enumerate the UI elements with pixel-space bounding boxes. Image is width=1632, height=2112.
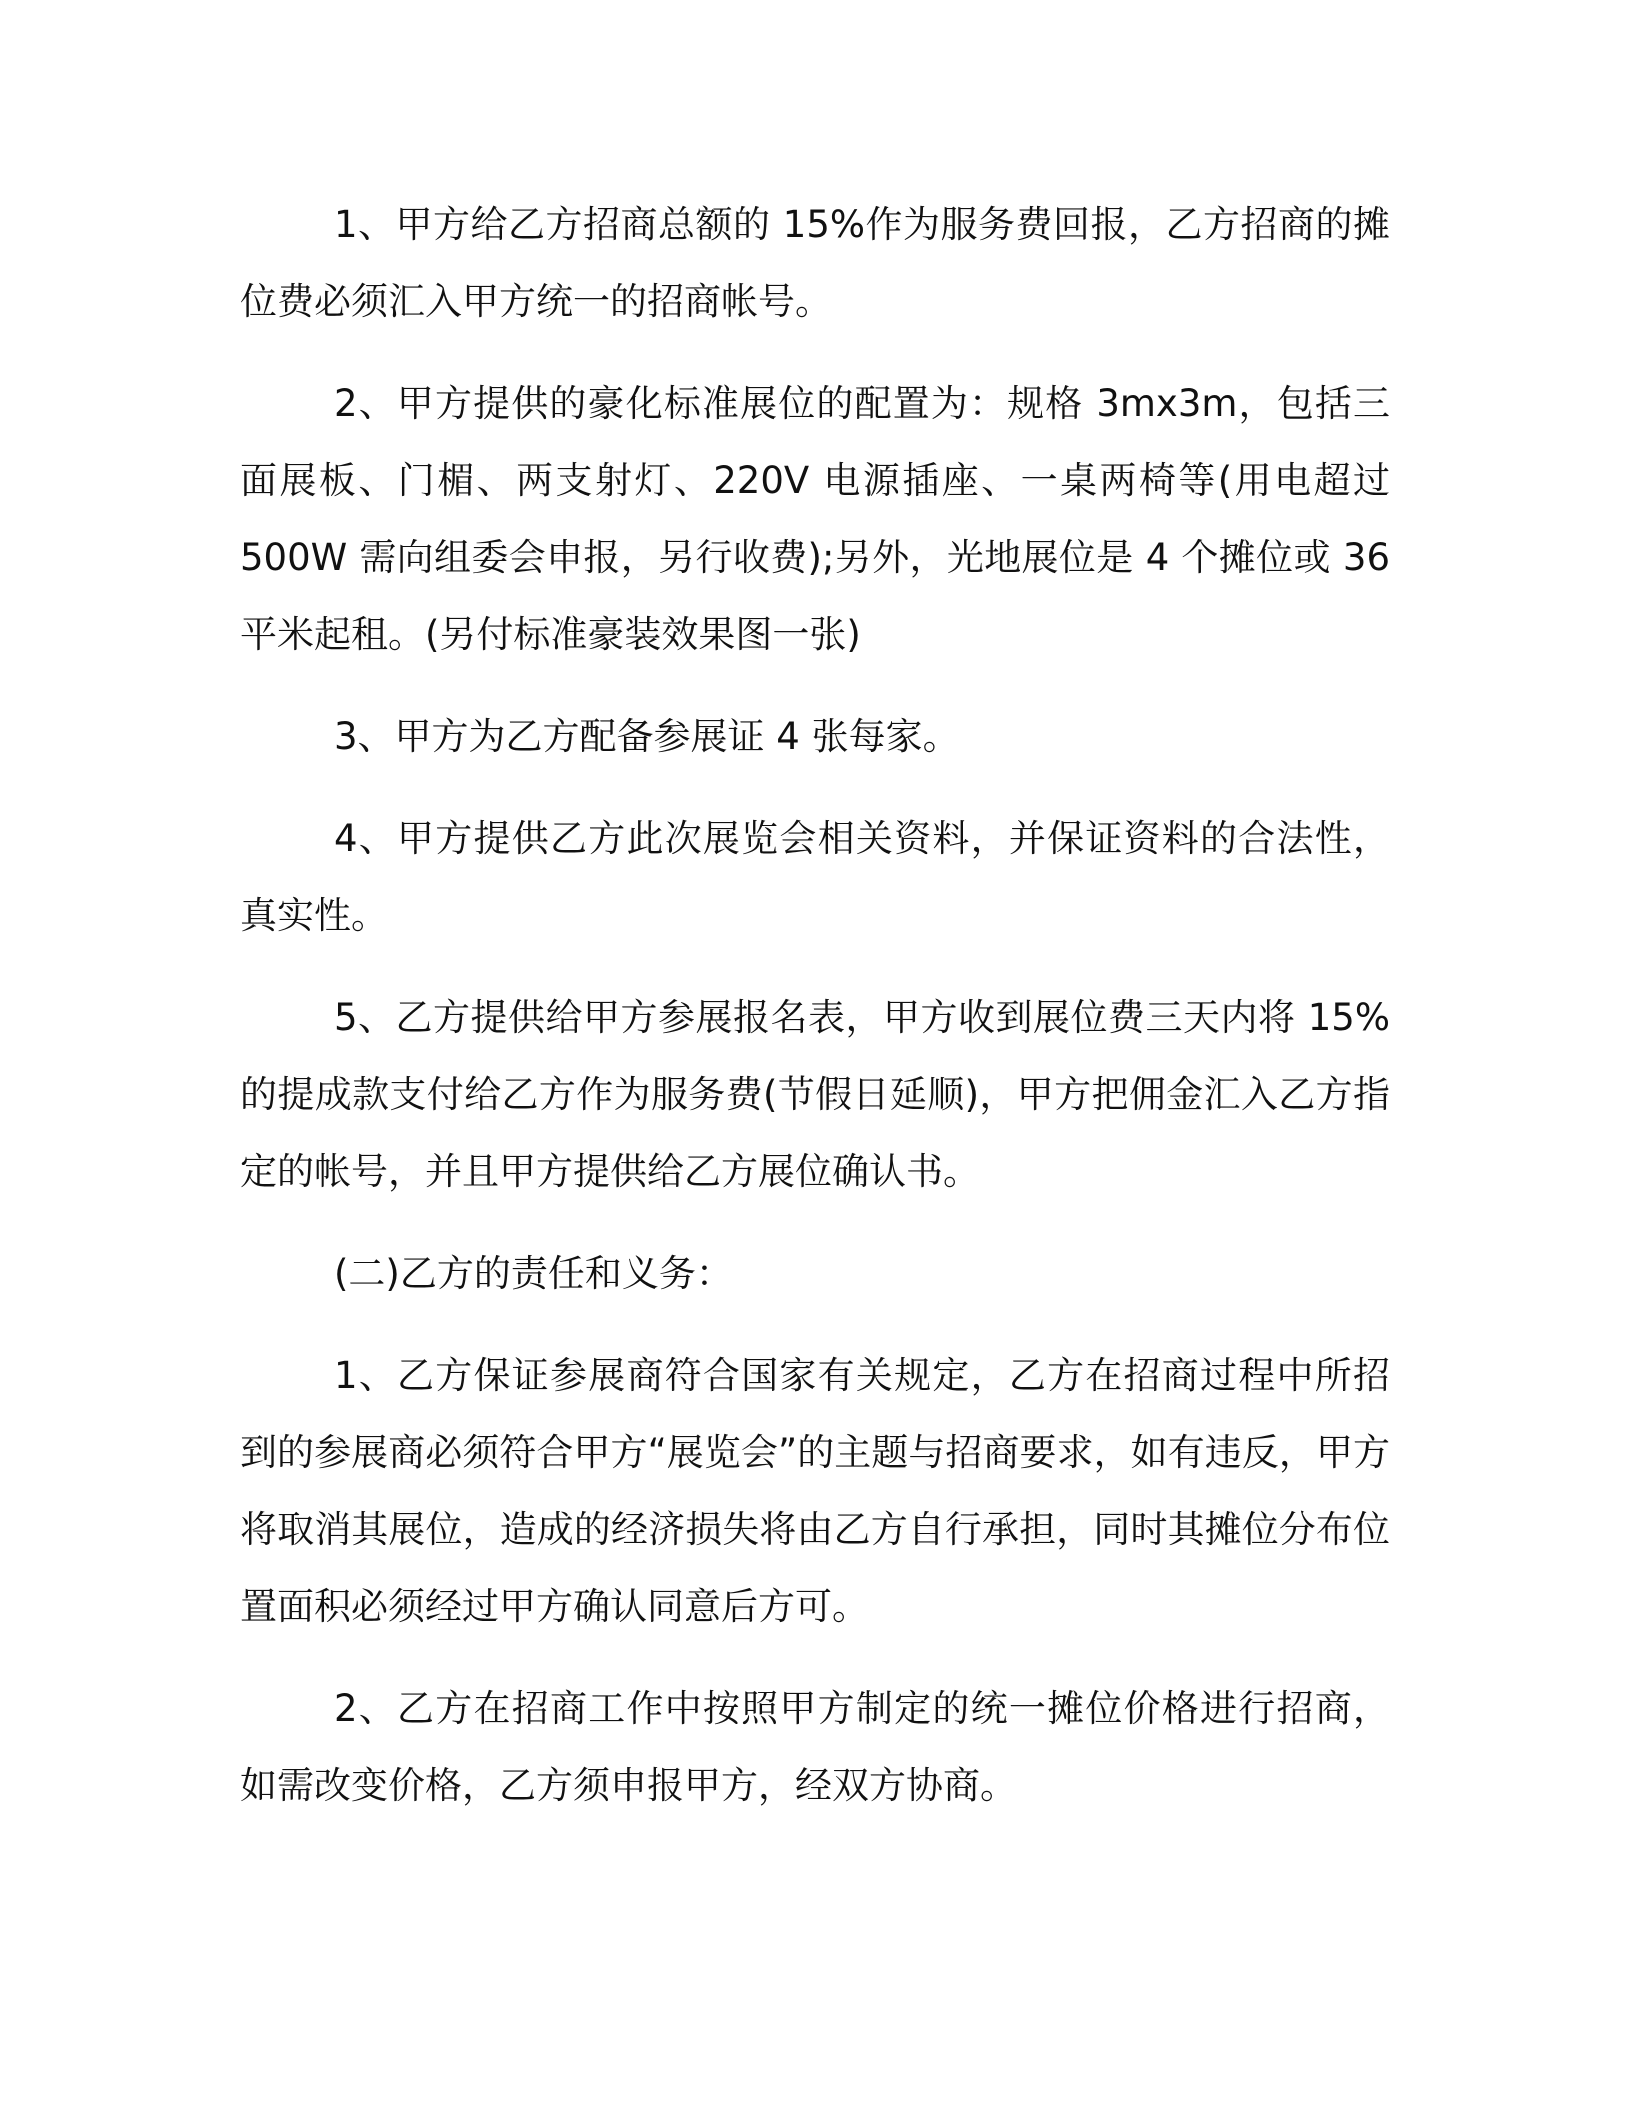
paragraph-5: 5、乙方提供给甲方参展报名表，甲方收到展位费三天内将 15%的提成款支付给乙方作为服务费(节假日延顺)，甲方把佣金汇入乙方指定的帐号，并且甲方提供给乙方展位确认书。 <box>240 996 1390 1193</box>
section-heading: (二)乙方的责任和义务： <box>334 1252 733 1295</box>
paragraph-4: 4、甲方提供乙方此次展览会相关资料，并保证资料的合法性，真实性。 <box>240 817 1390 937</box>
paragraph-3: 3、甲方为乙方配备参展证 4 张每家。 <box>334 715 960 758</box>
paragraph-6: 1、乙方保证参展商符合国家有关规定，乙方在招商过程中所招到的参展商必须符合甲方“展览会”的主题与招商要求，如有违反，甲方将取消其展位，造成的经济损失将由乙方自行承担，同时其摊位分布位置面积必须经过甲方确认同意后方可。 <box>240 1354 1390 1628</box>
paragraph-1: 1、甲方给乙方招商总额的 15%作为服务费回报，乙方招商的摊位费必须汇入甲方统一的招商帐号。 <box>240 203 1390 323</box>
paragraph-7: 2、乙方在招商工作中按照甲方制定的统一摊位价格进行招商，如需改变价格，乙方须申报甲方，经双方协商。 <box>240 1687 1390 1807</box>
document-body <box>240 186 1390 1849</box>
paragraph-2: 2、甲方提供的豪化标准展位的配置为：规格 3mx3m，包括三面展板、门楣、两支射灯、220V 电源插座、一桌两椅等(用电超过500W 需向组委会申报，另行收费);另外，光地展位是 4 个摊位或 36平米起租。(另付标准豪装效果图一张) <box>240 382 1390 656</box>
